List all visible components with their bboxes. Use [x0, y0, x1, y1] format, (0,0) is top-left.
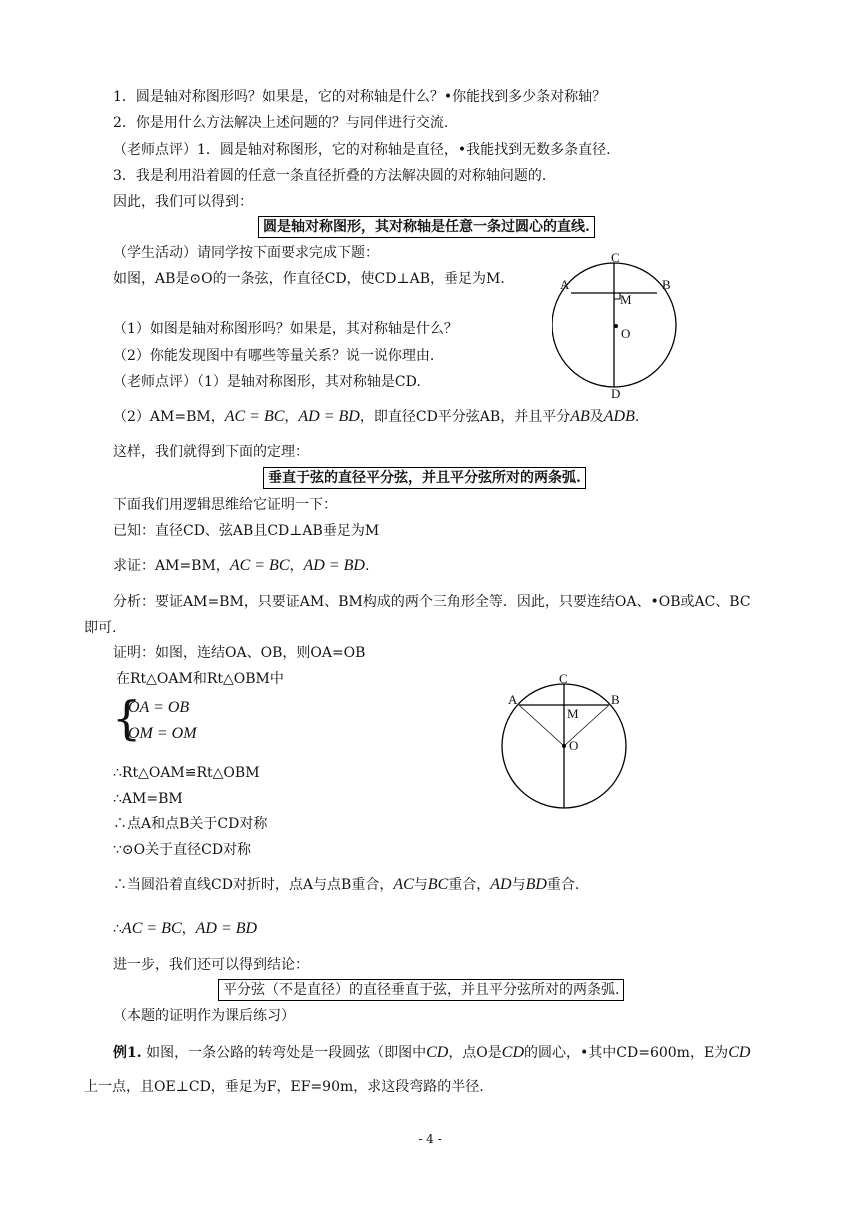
- arc-ad: AD: [490, 876, 512, 893]
- theorem-intro: 这样，我们就得到下面的定理：: [113, 444, 309, 460]
- center-point: [562, 744, 566, 748]
- proof-line-2: 在Rt△OAM和Rt△OBM中: [116, 671, 284, 687]
- conclusion-2: ∴AM=BM: [113, 791, 183, 807]
- equation-1: OA = OB: [128, 699, 190, 716]
- math-ac-bc: AC = BC: [121, 920, 182, 937]
- arc-cd: CD: [426, 1044, 449, 1061]
- label-c: C: [611, 252, 620, 265]
- arc-ac: AC: [393, 876, 414, 893]
- label-b: B: [611, 692, 620, 707]
- given-line: 已知：直径CD、弦AB且CD⊥AB垂足为M: [113, 523, 380, 539]
- label-a: A: [560, 277, 570, 292]
- label-o: O: [621, 326, 631, 341]
- coincide-text: 重合，: [448, 877, 491, 893]
- conclusion-3: ∴点A和点B关于CD对称: [113, 816, 268, 832]
- circle-figure-2: [500, 670, 630, 815]
- label-d: D: [611, 386, 621, 401]
- proof-line-1: 证明：如图，连结OA、OB，则OA=OB: [113, 645, 366, 661]
- analysis-line-1: 分析：要证AM=BM，只要证AM、BM构成的两个三角形全等．因此，只要连结OA、•OB或AC、BC: [113, 594, 751, 610]
- comma: ，: [181, 921, 196, 937]
- answer-2-line: [113, 408, 639, 426]
- label-c: C: [559, 671, 568, 686]
- and-text: 及: [589, 409, 604, 425]
- answer-2-mid: ，即直径CD平分弦AB，并且平分: [359, 409, 571, 425]
- problem-2: （2）你能发现图中有哪些等量关系？说一说你理由.: [113, 348, 435, 364]
- example-label: 例1.: [113, 1045, 142, 1061]
- to-prove-line: [113, 557, 369, 575]
- label-a: A: [508, 692, 518, 707]
- answer-2-text: （2）AM=BM，: [113, 409, 225, 425]
- theorem-box-3: 平分弦（不是直径）的直径垂直于弦，并且平分弦所对的两条弧.: [218, 979, 624, 1001]
- conclusion-6: [113, 920, 257, 938]
- label-b: B: [662, 277, 671, 292]
- conclusion-5: [113, 876, 579, 894]
- math-ad-bd: AD = BD: [298, 408, 360, 425]
- problem-1: （1）如图是轴对称图形吗？如果是，其对称轴是什么？: [113, 321, 458, 337]
- segment-oa: [519, 705, 564, 746]
- question-1: 1．圆是轴对称图形吗？如果是，它的对称轴是什么？•你能找到多少条对称轴？: [113, 89, 607, 105]
- theorem-box-1: 圆是轴对称图形，其对称轴是任意一条过圆心的直线.: [258, 216, 595, 238]
- proof-intro: 下面我们用逻辑思维给它证明一下：: [113, 497, 337, 513]
- conclusion-1: ∴Rt△OAM≌Rt△OBM: [113, 765, 260, 781]
- analysis-line-2: 即可.: [84, 620, 117, 636]
- example-text: 的圆心，•其中CD=600m，E为: [524, 1045, 729, 1061]
- question-2: 2．你是用什么方法解决上述问题的？与同伴进行交流.: [113, 115, 449, 131]
- fold-text: ∴当圆沿着直线CD对折时，点A与点B重合，: [113, 877, 394, 893]
- student-activity: （学生活动）请同学按下面要求完成下题：: [113, 245, 379, 261]
- with-text: 与: [413, 877, 428, 893]
- further-line: 进一步，我们还可以得到结论：: [113, 957, 309, 973]
- arc-bc: BC: [427, 876, 449, 893]
- teacher-comment-2: （老师点评）（1）是轴对称图形，其对称轴是CD.: [113, 374, 421, 390]
- label-m: M: [567, 706, 579, 721]
- homework-note: （本题的证明作为课后练习）: [113, 1008, 295, 1024]
- comma: ，: [284, 409, 299, 425]
- arc-cd: CD: [728, 1044, 751, 1061]
- arc-cd: CD: [501, 1044, 525, 1061]
- example-1-line: [113, 1044, 750, 1062]
- figure-description: 如图，AB是⊙O的一条弦，作直径CD，使CD⊥AB，垂足为M.: [113, 271, 505, 287]
- period: .: [364, 558, 370, 574]
- example-1-line-2: 上一点，且OE⊥CD，垂足为F，EF=90m，求这段弯路的半径.: [84, 1079, 484, 1095]
- math-ad-bd: AD = BD: [195, 920, 258, 937]
- with-text: 与: [511, 877, 526, 893]
- arc-adb: ADB: [603, 408, 635, 425]
- arc-ab: AB: [570, 408, 590, 425]
- coincide-text: 重合.: [546, 877, 580, 893]
- theorem-box-2: 垂直于弦的直径平分弦，并且平分弦所对的两条弧.: [263, 467, 586, 489]
- equation-brace: {: [112, 691, 142, 745]
- comma: ，: [289, 558, 304, 574]
- therefore-line: 因此，我们可以得到：: [113, 194, 253, 210]
- circle-figure-1: [552, 252, 682, 402]
- to-prove-text: 求证：AM=BM，: [113, 558, 230, 574]
- therefore-symbol: ∴: [113, 921, 122, 937]
- answer-3: 3．我是利用沿着圆的任意一条直径折叠的方法解决圆的对称轴问题的.: [113, 168, 547, 184]
- example-text: ，点O是: [448, 1045, 502, 1061]
- label-m: M: [620, 292, 632, 307]
- equation-2: OM = OM: [128, 725, 197, 742]
- teacher-comment-1: （老师点评）1．圆是轴对称图形，它的对称轴是直径，•我能找到无数多条直径.: [113, 142, 611, 158]
- arc-bd: BD: [525, 876, 547, 893]
- math-ac-bc: AC = BC: [224, 408, 285, 425]
- page-number: - 4 -: [418, 1132, 442, 1146]
- period: .: [634, 409, 640, 425]
- math-ad-bd: AD = BD: [303, 557, 365, 574]
- math-ac-bc: AC = BC: [229, 557, 290, 574]
- example-text: 如图，一条公路的转弯处是一段圆弦（即图中: [146, 1045, 427, 1061]
- center-point: [614, 324, 618, 328]
- label-o: O: [569, 738, 579, 753]
- conclusion-4: ∵⊙O关于直径CD对称: [113, 842, 252, 858]
